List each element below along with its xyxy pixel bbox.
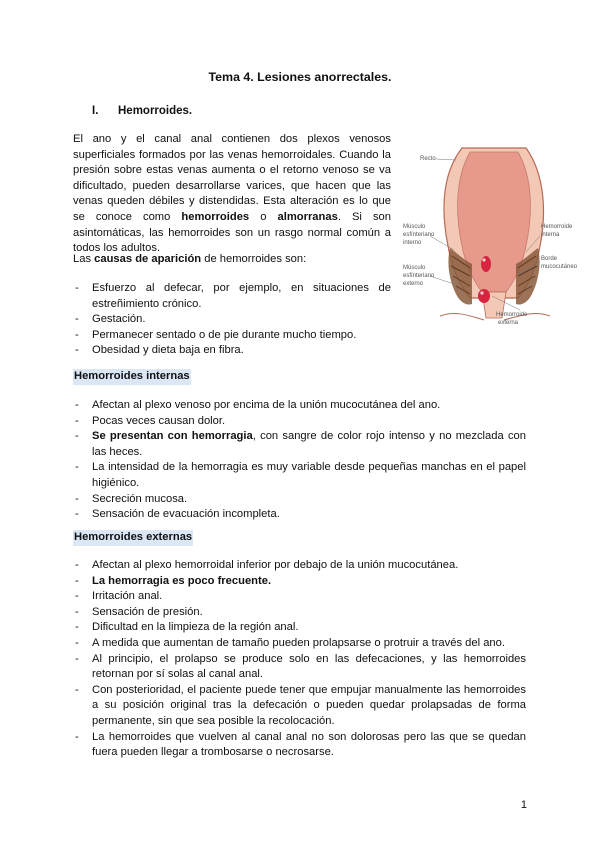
list-item: - Irritación anal. [73, 589, 526, 605]
label-borde-2: mucocutáneo [541, 264, 578, 270]
label-ms-int-2: esfínteriano [403, 232, 435, 238]
list-item [73, 574, 526, 590]
label-ms-int-1: Músculo [403, 224, 426, 230]
bold-text: La hemorragia es poco frecuente. [92, 574, 272, 587]
list-item: - A medida que aumentan de tamaño pueden prolapsarse o protruir a través del ano. [73, 636, 526, 652]
label-hem-ext-2: externa [498, 320, 519, 326]
intro-bold-hemorroides: hemorroides [181, 210, 250, 223]
skin-edge-left [440, 313, 484, 320]
list-item: - Esfuerzo al defecar, por ejemplo, en situaciones de estreñimiento crónico. [73, 281, 391, 312]
list-item: - Obesidad y dieta baja en fibra. [73, 343, 391, 359]
intro-text-mid: o [249, 210, 278, 223]
internas-heading: Hemorroides internas [73, 369, 191, 385]
intro-bold-almorranas: almorranas [277, 210, 338, 223]
label-ms-ext-3: externo [403, 281, 424, 287]
externas-list [73, 558, 526, 761]
anatomy-illustration [400, 136, 590, 346]
list-item-rest: , con sangre de color rojo intenso y no mezclada con las heces. [92, 430, 526, 458]
list-item: - Con posterioridad, el paciente puede tener que empujar manualmente las hemorroides a su posición original tras la defecación o pueden quedar prolapsadas de forma permanente, sin que sea posible la recolocación. [73, 683, 526, 730]
externas-heading: Hemorroides externas [73, 530, 193, 546]
list-item: - Dificultad en la limpieza de la región anal. [73, 620, 526, 636]
label-hem-int-2: interna [541, 232, 560, 238]
list-item: - Pocas veces causan dolor. [73, 414, 526, 430]
causes-intro [73, 252, 306, 268]
list-item [73, 429, 526, 460]
causes-bold: causas de aparición [94, 253, 202, 265]
internal-hemorrhoid [481, 256, 491, 272]
section-heading [92, 104, 192, 120]
list-item: - Afectan al plexo venoso por encima de la unión mucocutánea del ano. [73, 398, 526, 414]
internal-hemorrhoid-highlight [482, 258, 485, 261]
intro-text-2: . Si son asintomáticas, las hemorroides son un rasgo normal común a todos los adultos. [73, 210, 391, 255]
bold-text: Se presentan con hemorragia [92, 430, 253, 443]
label-ms-int-3: interno [403, 240, 422, 246]
causes-list [73, 281, 391, 359]
list-item: - Al principio, el prolapso se produce solo en las defecaciones, y las hemorroides retornan por sí solas al canal anal. [73, 652, 526, 683]
page-number: 1 [520, 799, 527, 811]
label-borde-1: Borde [541, 256, 558, 262]
intro-paragraph [73, 132, 391, 257]
section-title: Hemorroides. [118, 105, 193, 117]
list-item: - Permanecer sentado o de pie durante mucho tiempo. [73, 328, 391, 344]
causes-pre: Las [73, 253, 95, 265]
list-item: - Secreción mucosa. [73, 492, 526, 508]
causes-post: de hemorroides son: [201, 253, 307, 265]
external-hemorrhoid [478, 289, 490, 303]
list-item: - La intensidad de la hemorragia es muy variable desde pequeñas manchas en el papel higiénico. [73, 460, 526, 491]
label-hem-int-1: Hemorroide [541, 224, 573, 230]
label-ms-ext-2: esfínteriano [403, 273, 435, 279]
list-item: - Sensación de presión. [73, 605, 526, 621]
intro-text-1: El ano y el canal anal contienen dos plexos venosos superficiales formados por las venas hemorroidales. Cuando la presión sobre estas venas aumenta o el retorno venoso se va dificultado, pueden desarrollarse varices, que hacen que las venas queden débiles y distendidas. Esta alteración es lo que se conoce como [73, 133, 391, 223]
internas-list [73, 398, 526, 523]
list-item: - Afectan al plexo hemorroidal inferior por debajo de la unión mucocutánea. [73, 558, 526, 574]
list-item: - La hemorroides que vuelven al canal anal no son dolorosas pero las que se quedan fuera pueden llegar a trombosarse o necrosarse. [73, 730, 526, 761]
list-item: - Gestación. [73, 312, 391, 328]
external-hemorrhoid-highlight [480, 291, 483, 294]
label-recto: Recto [420, 156, 436, 162]
page-title: Tema 4. Lesiones anorrectales. [208, 70, 392, 84]
label-ms-ext-1: Músculo [403, 265, 426, 271]
label-hem-ext-1: Hemorroide [496, 312, 528, 318]
list-item: - Sensación de evacuación incompleta. [73, 507, 526, 523]
section-number: I. [92, 105, 99, 117]
